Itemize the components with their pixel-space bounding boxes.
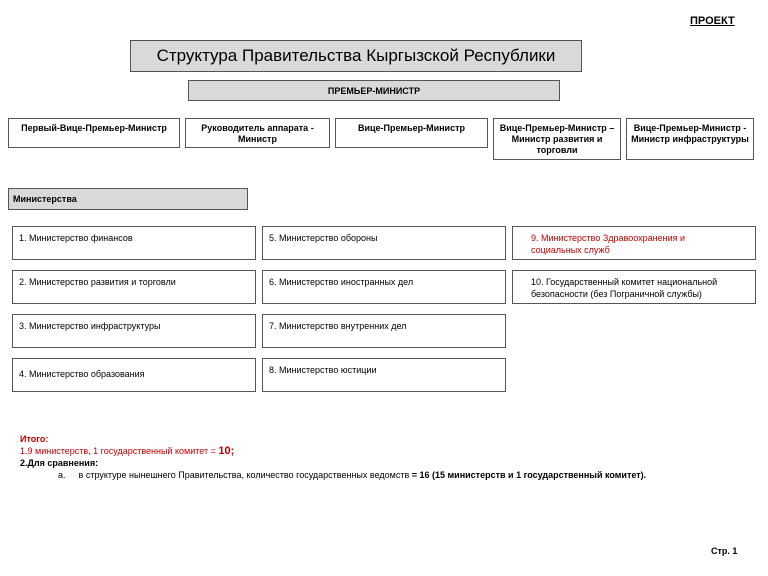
summary-item-text: в структуре нынешнего Правительства, количество государственных ведомств: [78, 470, 412, 480]
summary-compare-item: [20, 469, 646, 481]
summary-line-1: [20, 445, 646, 457]
ministry-box: 3. Министерство инфраструктуры: [12, 314, 256, 348]
summary-item-marker: а.: [58, 470, 66, 480]
deputy-box-vice-pm-infrastructure: Вице-Премьер-Министр - Министр инфраструктуры: [626, 118, 754, 160]
ministry-box: 6. Министерство иностранных дел: [262, 270, 506, 304]
ministry-box: 5. Министерство обороны: [262, 226, 506, 260]
ministry-box: 4. Министерство образования: [12, 358, 256, 392]
page-number: Стр. 1: [711, 546, 738, 556]
ministry-box-highlighted: 9. Министерство Здравоохранения и социальных служб: [512, 226, 756, 260]
project-label: ПРОЕКТ: [690, 15, 735, 27]
ministry-box: 10. Государственный комитет национальной безопасности (без Пограничной службы): [512, 270, 756, 304]
deputy-box-first-vice-pm: Первый-Вице-Премьер-Министр: [8, 118, 180, 148]
summary-line-1-text: 1.9 министерств, 1 государственный комитет =: [20, 446, 219, 456]
page-title: Структура Правительства Кыргызской Республики: [130, 40, 582, 72]
summary-compare-label: 2.Для сравнения:: [20, 458, 99, 468]
summary-block: [20, 433, 646, 481]
ministry-box: 8. Министерство юстиции: [262, 358, 506, 392]
prime-minister-box: ПРЕМЬЕР-МИНИСТР: [188, 80, 560, 101]
summary-line-1-total: 10;: [218, 445, 235, 457]
deputy-box-vice-pm: Вице-Премьер-Министр: [335, 118, 488, 148]
summary-total-label: Итого:: [20, 434, 49, 444]
deputy-box-vice-pm-trade: Вице-Премьер-Министр – Министр развития и торговли: [493, 118, 621, 160]
ministry-box: 1. Министерство финансов: [12, 226, 256, 260]
ministries-header: Министерства: [8, 188, 248, 210]
deputy-box-chief-of-staff: Руководитель аппарата - Министр: [185, 118, 330, 148]
ministry-box: 2. Министерство развития и торговли: [12, 270, 256, 304]
summary-item-bold: = 16 (15 министерств и 1 государственный комитет).: [411, 470, 647, 480]
ministry-box: 7. Министерство внутренних дел: [262, 314, 506, 348]
